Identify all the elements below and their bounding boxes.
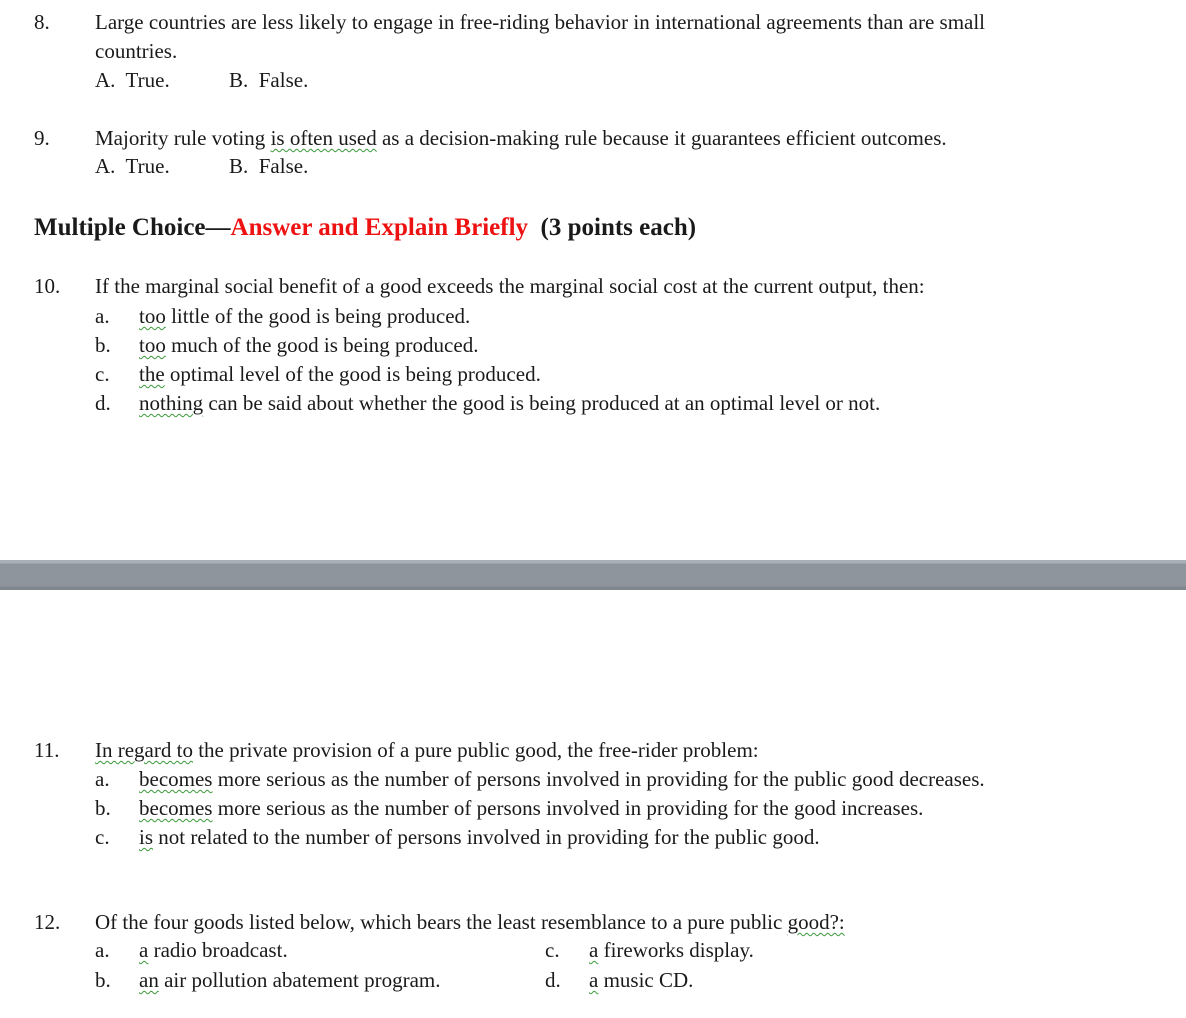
question-12-option-d-flagged: a — [589, 968, 599, 992]
section-heading-part2: Answer and Explain Briefly — [230, 214, 529, 241]
question-9-text — [95, 126, 947, 150]
question-10-option-d-letter: d. — [95, 391, 111, 415]
question-12-option-d — [589, 968, 693, 992]
question-9-number: 9. — [34, 126, 50, 150]
question-12-number: 12. — [34, 910, 61, 934]
question-10-option-b-flagged: too — [139, 333, 166, 357]
question-11-option-b-letter: b. — [95, 796, 111, 820]
question-8-option-a: A. True. — [95, 68, 170, 92]
question-11-number: 11. — [34, 738, 60, 762]
question-10-option-a-flagged: too — [139, 304, 166, 328]
question-9-text-flagged: is often used — [270, 126, 377, 150]
question-12-option-a-flagged: a — [139, 938, 149, 962]
question-8-text-line1: Large countries are less likely to engage in free-riding behavior in international agreements than are small — [95, 10, 986, 34]
question-12-option-a-letter: a. — [95, 938, 110, 962]
question-11-option-b-flagged: becomes — [139, 796, 213, 820]
question-11-option-a — [139, 767, 985, 791]
document-page-2 — [0, 590, 1186, 1018]
section-heading-part3: (3 points each) — [540, 214, 697, 241]
question-11-option-b-rest: more serious as the number of persons involved in providing for the good increases. — [212, 796, 924, 820]
question-9-text-pre: Majority rule voting — [95, 126, 271, 150]
question-12-text — [95, 910, 845, 934]
question-10-option-a-rest: little of the good is being produced. — [165, 304, 471, 328]
question-10-option-a-letter: a. — [95, 304, 110, 328]
question-10-number: 10. — [34, 274, 61, 298]
question-12-option-c — [589, 938, 754, 962]
question-12-option-a — [139, 938, 288, 962]
question-8-number: 8. — [34, 10, 50, 34]
question-12-option-d-rest: music CD. — [598, 968, 694, 992]
question-10-option-d-rest: can be said about whether the good is being produced at an optimal level or not. — [203, 391, 881, 415]
question-12-option-b — [139, 968, 441, 992]
question-11-option-c-rest: not related to the number of persons involved in providing for the public good. — [153, 825, 820, 849]
question-10-option-c-flagged: the — [139, 362, 165, 386]
question-12-text-flagged: good?: — [787, 910, 845, 934]
question-10-option-d-flagged: nothing — [139, 391, 204, 415]
question-11-option-a-rest: more serious as the number of persons involved in providing for the public good decreases. — [212, 767, 985, 791]
question-12-text-pre: Of the four goods listed below, which bears the least resemblance to a pure public — [95, 910, 788, 934]
question-9-option-b: B. False. — [229, 154, 309, 178]
question-10-option-c-letter: c. — [95, 362, 110, 386]
question-12-option-c-letter: c. — [545, 938, 560, 962]
question-10-text: If the marginal social benefit of a good exceeds the marginal social cost at the current output, then: — [95, 274, 925, 298]
question-11-text-flagged: In regard to — [95, 738, 193, 762]
question-12-option-b-letter: b. — [95, 968, 111, 992]
question-12-option-c-flagged: a — [589, 938, 599, 962]
question-11-option-a-flagged: becomes — [139, 767, 213, 791]
section-heading — [34, 213, 696, 243]
question-12-option-d-letter: d. — [545, 968, 561, 992]
question-12-option-a-rest: radio broadcast. — [148, 938, 288, 962]
question-11-option-b — [139, 796, 923, 820]
question-11-option-c-flagged: is — [139, 825, 154, 849]
question-11-text — [95, 738, 759, 762]
section-heading-part1: Multiple Choice— — [34, 214, 231, 241]
question-9-text-post: as a decision-making rule because it guarantees efficient outcomes. — [376, 126, 947, 150]
question-10-option-c — [139, 362, 541, 386]
question-11-option-c-letter: c. — [95, 825, 110, 849]
question-9-option-a: A. True. — [95, 154, 170, 178]
question-12-option-c-rest: fireworks display. — [598, 938, 754, 962]
question-12-option-b-rest: air pollution abatement program. — [158, 968, 441, 992]
question-8-option-b: B. False. — [229, 68, 309, 92]
question-10-option-d — [139, 391, 880, 415]
question-11-option-a-letter: a. — [95, 767, 110, 791]
page-break-divider — [0, 560, 1186, 590]
question-10-option-b — [139, 333, 478, 357]
question-10-option-b-rest: much of the good is being produced. — [165, 333, 479, 357]
question-11-option-c — [139, 825, 820, 849]
question-11-text-rest: the private provision of a pure public good, the free-rider problem: — [192, 738, 759, 762]
question-8-text-line2: countries. — [95, 39, 178, 63]
question-12-option-b-flagged: an — [139, 968, 159, 992]
question-10-option-c-rest: optimal level of the good is being produced. — [164, 362, 541, 386]
question-10-option-a — [139, 304, 470, 328]
question-10-option-b-letter: b. — [95, 333, 111, 357]
